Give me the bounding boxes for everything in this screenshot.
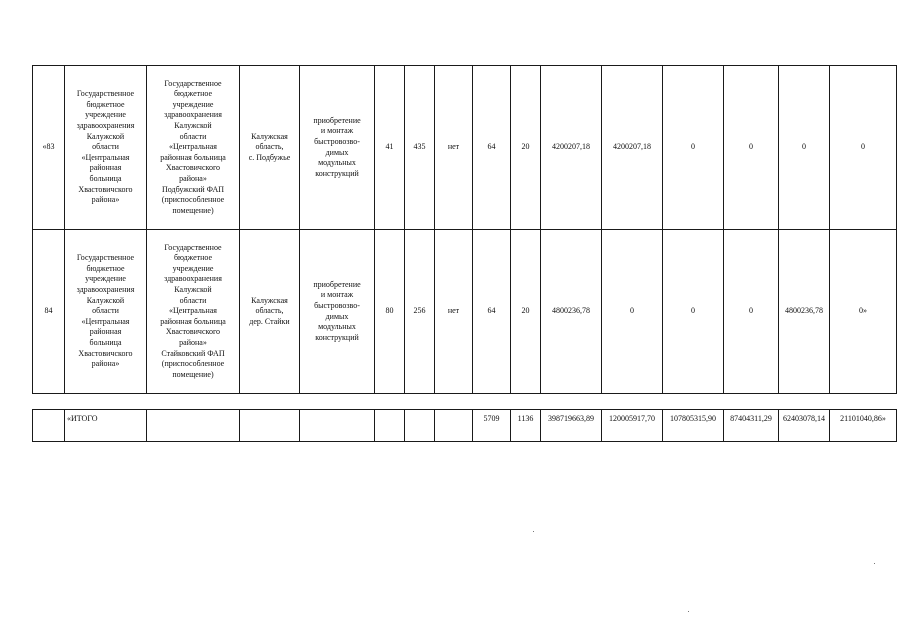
empty-cell bbox=[435, 410, 473, 442]
amount-cell: 0 bbox=[663, 66, 724, 230]
total-amount-cell: 120005917,70 bbox=[602, 410, 663, 442]
location-cell: Калужская область, дер. Стайки bbox=[240, 230, 300, 394]
amount-cell: 0 bbox=[602, 230, 663, 394]
amount-cell: 0 bbox=[663, 230, 724, 394]
data-table bbox=[32, 65, 897, 394]
empty-cell bbox=[240, 410, 300, 442]
amount-cell: 4800236,78 bbox=[541, 230, 602, 394]
total-row bbox=[33, 410, 897, 442]
organization-cell: Государственное бюджетное учреждение здравоохранения Калужской области «Центральная районная больница Хвастовичского района» bbox=[65, 66, 147, 230]
organization-cell: Государственное бюджетное учреждение здравоохранения Калужской области «Центральная районная больница Хвастовичского района» bbox=[65, 230, 147, 394]
scan-speck bbox=[874, 563, 875, 564]
location-cell: Калужская область, с. Подбужье bbox=[240, 66, 300, 230]
row-number: 84 bbox=[33, 230, 65, 394]
empty-cell bbox=[33, 410, 65, 442]
value-cell: нет bbox=[435, 66, 473, 230]
value-cell: 64 bbox=[473, 230, 511, 394]
amount-cell: 4800236,78 bbox=[779, 230, 830, 394]
facility-cell: Государственное бюджетное учреждение здравоохранения Калужской области «Центральная районная больница Хвастовичского района» Подбужский ФАП (приспособленное помещение) bbox=[147, 66, 240, 230]
value-cell: 20 bbox=[511, 230, 541, 394]
total-value-cell: 5709 bbox=[473, 410, 511, 442]
total-amount-cell: 398719663,89 bbox=[541, 410, 602, 442]
value-cell: 64 bbox=[473, 66, 511, 230]
table-row bbox=[33, 230, 897, 394]
work-type-cell: приобретение и монтаж быстровозво- димых модульных конструкций bbox=[300, 66, 375, 230]
total-amount-cell: 21101040,86» bbox=[830, 410, 897, 442]
amount-cell: 0 bbox=[724, 230, 779, 394]
total-amount-cell: 87404311,29 bbox=[724, 410, 779, 442]
work-type-cell: приобретение и монтаж быстровозво- димых модульных конструкций bbox=[300, 230, 375, 394]
total-amount-cell: 107805315,90 bbox=[663, 410, 724, 442]
total-amount-cell: 62403078,14 bbox=[779, 410, 830, 442]
value-cell: 41 bbox=[375, 66, 405, 230]
facility-cell: Государственное бюджетное учреждение здравоохранения Калужской области «Центральная районная больница Хвастовичского района» Стайковский ФАП (приспособленное помещение) bbox=[147, 230, 240, 394]
value-cell: 80 bbox=[375, 230, 405, 394]
value-cell: 256 bbox=[405, 230, 435, 394]
empty-cell bbox=[300, 410, 375, 442]
row-number: «83 bbox=[33, 66, 65, 230]
value-cell: 435 bbox=[405, 66, 435, 230]
table-row bbox=[33, 66, 897, 230]
amount-cell: 0» bbox=[830, 230, 897, 394]
amount-cell: 4200207,18 bbox=[541, 66, 602, 230]
value-cell: 20 bbox=[511, 66, 541, 230]
amount-cell: 0 bbox=[779, 66, 830, 230]
total-label: «ИТОГО bbox=[65, 410, 147, 442]
empty-cell bbox=[405, 410, 435, 442]
amount-cell: 0 bbox=[830, 66, 897, 230]
total-table bbox=[32, 409, 897, 442]
amount-cell: 0 bbox=[724, 66, 779, 230]
value-cell: нет bbox=[435, 230, 473, 394]
scan-speck bbox=[533, 531, 534, 532]
amount-cell: 4200207,18 bbox=[602, 66, 663, 230]
empty-cell bbox=[375, 410, 405, 442]
empty-cell bbox=[147, 410, 240, 442]
total-value-cell: 1136 bbox=[511, 410, 541, 442]
scan-speck bbox=[688, 611, 689, 612]
